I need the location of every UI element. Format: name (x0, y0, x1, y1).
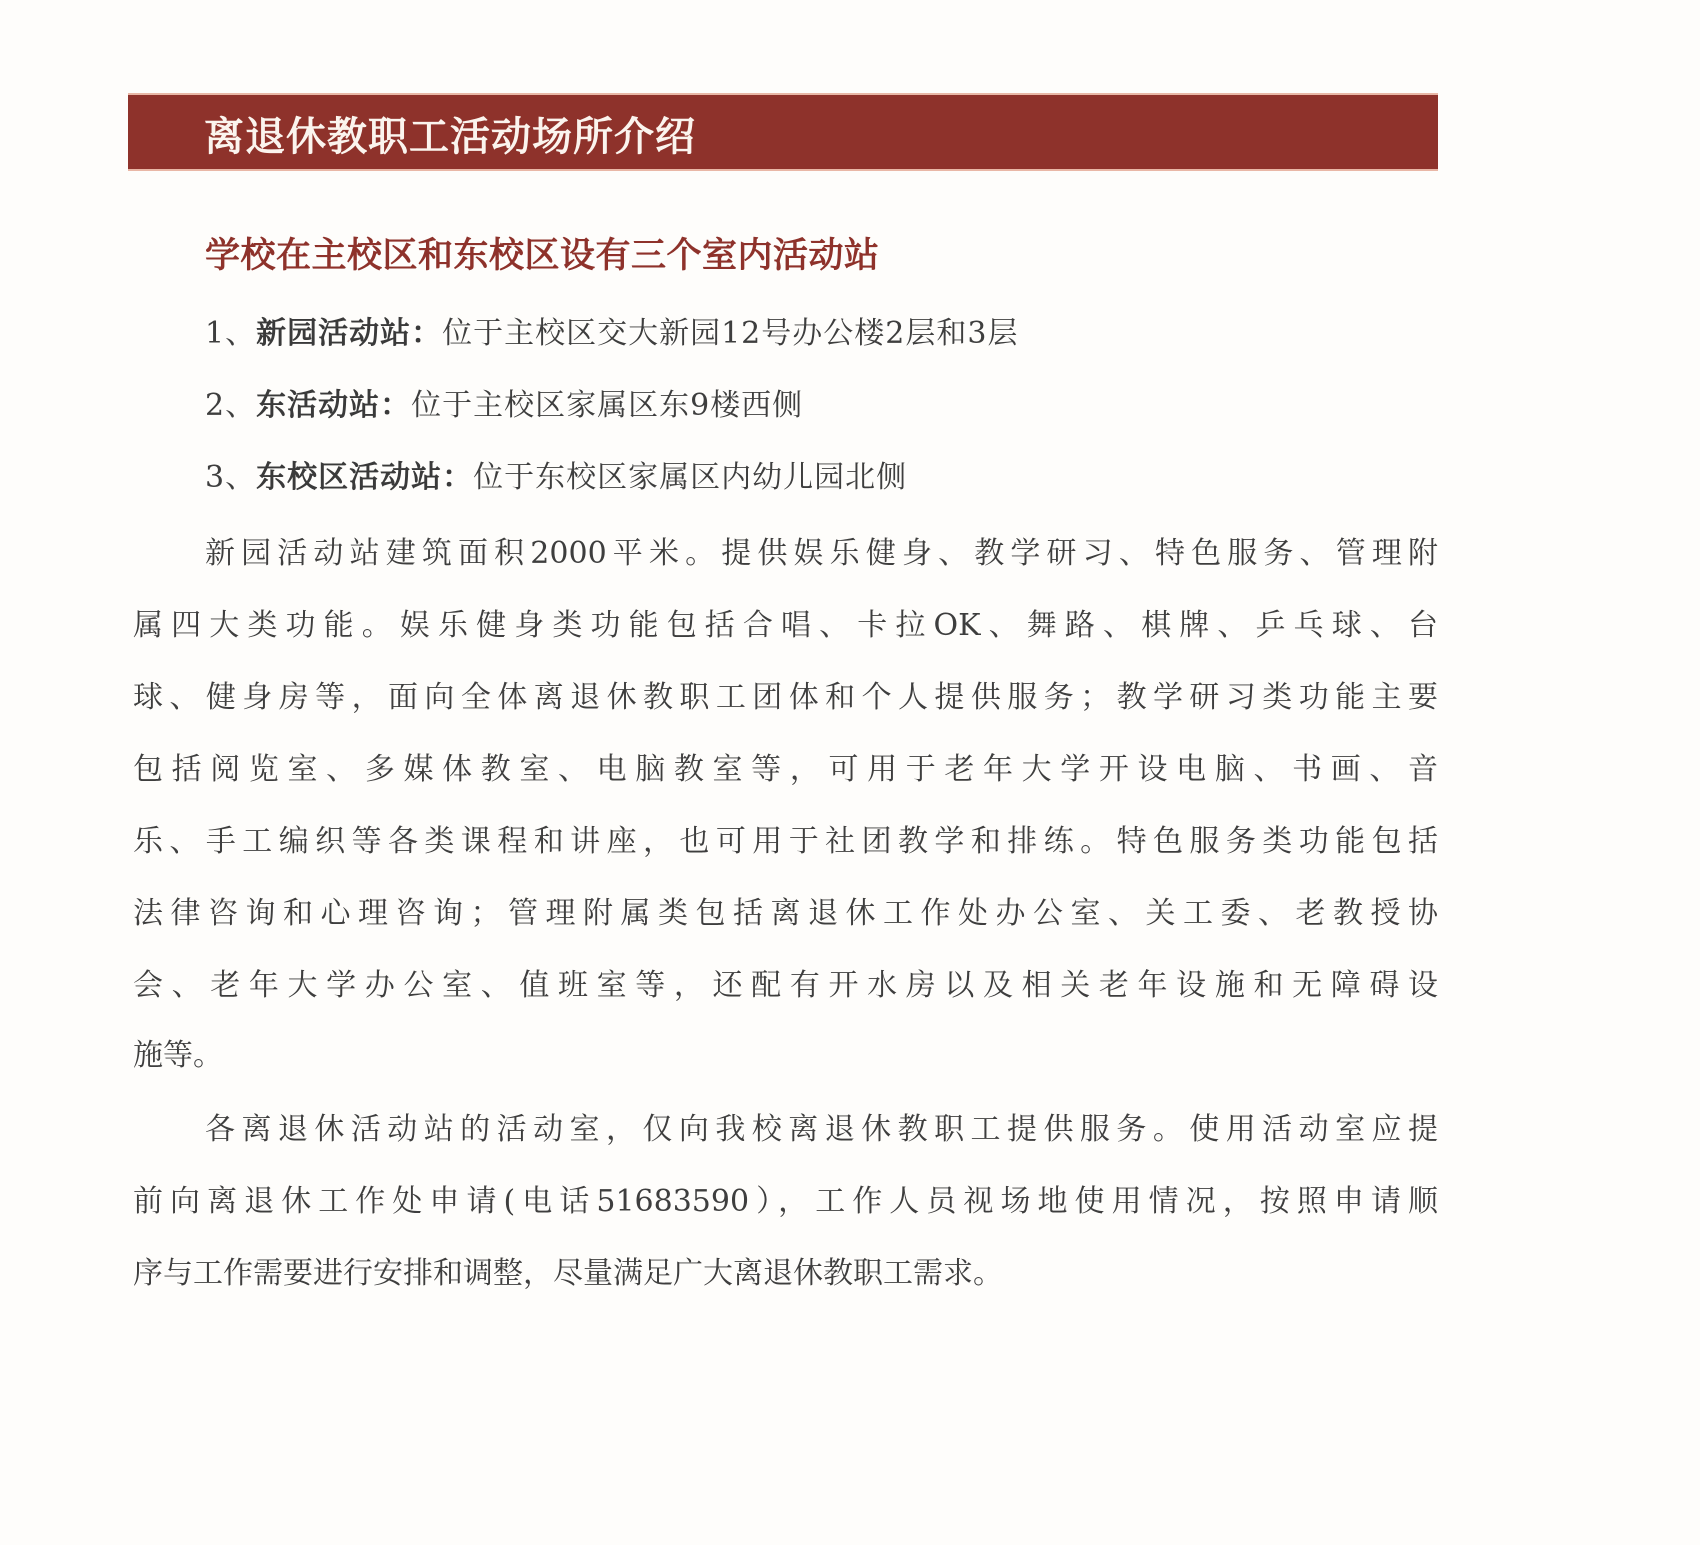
station-item (205, 380, 803, 424)
text-line: 属四大类功能。娱乐健身类功能包括合唱、卡拉OK、舞路、棋牌、乒乓球、台 (133, 608, 1438, 643)
station-location: 位于主校区家属区东9楼西侧 (411, 388, 804, 423)
station-item (205, 308, 1018, 352)
text-line: 乐、手工编织等各类课程和讲座，也可用于社团教学和排练。特色服务类功能包括 (133, 824, 1438, 859)
station-number: 3、 (205, 460, 257, 495)
station-location: 位于东校区家属区内幼儿园北侧 (473, 460, 908, 495)
station-item (205, 452, 907, 496)
page-title: 离退休教职工活动场所介绍 (204, 113, 696, 160)
text-line: 前向离退休工作处申请(电话51683590），工作人员视场地使用情况，按照申请顺 (133, 1184, 1438, 1219)
text-line: 法律咨询和心理咨询；管理附属类包括离退休工作处办公室、关工委、老教授协 (133, 896, 1438, 931)
station-name: 东活动站： (256, 388, 412, 423)
section-subheading: 学校在主校区和东校区设有三个室内活动站 (205, 235, 880, 276)
text-line: 包括阅览室、多媒体教室、电脑教室等，可用于老年大学开设电脑、书画、音 (133, 752, 1438, 787)
station-number: 2、 (205, 388, 257, 423)
station-name: 东校区活动站： (256, 460, 474, 495)
text-line: 各离退休活动站的活动室，仅向我校离退休教职工提供服务。使用活动室应提 (205, 1112, 1438, 1147)
station-location: 位于主校区交大新园12号办公楼2层和3层 (442, 316, 1019, 351)
text-line: 施等。 (133, 1038, 223, 1073)
station-name: 新园活动站： (256, 316, 443, 351)
text-line: 新园活动站建筑面积2000平米。提供娱乐健身、教学研习、特色服务、管理附 (205, 536, 1438, 571)
text-line: 序与工作需要进行安排和调整，尽量满足广大离退休教职工需求。 (133, 1256, 1003, 1291)
title-banner (128, 95, 1438, 169)
text-line: 球、健身房等，面向全体离退休教职工团体和个人提供服务；教学研习类功能主要 (133, 680, 1438, 715)
station-number: 1、 (205, 316, 257, 351)
text-line: 会、老年大学办公室、值班室等，还配有开水房以及相关老年设施和无障碍设 (133, 968, 1438, 1003)
